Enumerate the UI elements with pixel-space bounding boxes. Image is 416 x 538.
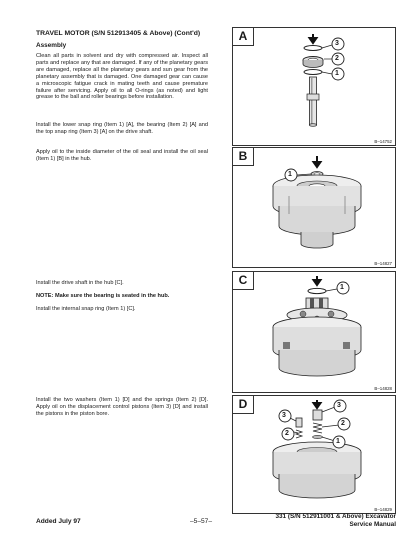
figure-c	[232, 271, 396, 393]
step-d-paragraph: Install the two washers (Item 1) [D] and the springs (Item 2) [D]. Apply oil on the displacement control pistons (Item 3) [D] and install the pistons in the piston bore.	[36, 397, 208, 417]
figure-d-callout-2-right: 2	[341, 420, 345, 427]
arrow-icon	[314, 400, 321, 408]
footer-manual: Service Manual	[349, 520, 396, 528]
figure-a-callout-3: 3	[335, 40, 339, 47]
figure-b	[232, 147, 396, 268]
step-c-note: NOTE: Make sure the bearing is seated in the hub.	[36, 293, 170, 299]
figure-d-callout-2-left: 2	[285, 430, 289, 437]
step-b-paragraph: Apply oil to the inside diameter of the oil seal and install the oil seal (Item 1) [B] in the hub.	[36, 149, 208, 162]
figure-d-code: B–14829	[374, 507, 392, 512]
step-a-paragraph: Install the lower snap ring (Item 1) [A], the bearing (Item 2) [A] and the top snap ring (Item 3) [A] on the drive shaft.	[36, 122, 208, 135]
figure-d-callout-1: 1	[336, 438, 340, 445]
figure-c-illustration	[233, 272, 395, 392]
footer-model: 331 (S/N 512911001 & Above) Excavator	[275, 513, 396, 520]
page-title: TRAVEL MOTOR (S/N 512913405 & Above) (Cont'd)	[36, 30, 201, 37]
figure-d-callout-3-left: 3	[282, 412, 286, 419]
figure-a	[232, 27, 396, 146]
figure-a-code: B–14752	[374, 139, 392, 144]
figure-d-callout-3-right: 3	[337, 402, 341, 409]
arrow-icon	[314, 276, 321, 285]
footer-date: Added July 97	[36, 518, 81, 525]
figure-b-code: B–14827	[374, 261, 392, 266]
figure-b-illustration	[233, 148, 395, 267]
figure-b-letter: B	[233, 148, 254, 166]
figure-a-illustration	[233, 28, 395, 145]
arrow-icon	[314, 156, 321, 167]
arrow-icon	[310, 34, 317, 43]
intro-paragraph: Clean all parts in solvent and dry with compressed air. Inspect all parts and replace any that are damaged. If any of the planetary gears are damaged, replace all the planetary gears and sun gear from the planetary assembly that is damaged. One damaged gear can cause a microscopic fatigue crack in mating teeth and cause premature failure after servicing. Apply oil to all O-rings (as noted) and light grease to the ball and roller bearings before installation.	[36, 53, 208, 101]
figure-a-callout-2: 2	[335, 55, 339, 62]
figure-c-code: B–14828	[374, 386, 392, 391]
figure-a-letter: A	[233, 28, 254, 46]
figure-d-letter: D	[233, 396, 254, 414]
figure-a-callout-1: 1	[335, 70, 339, 77]
step-c-paragraph: Install the drive shaft in the hub [C].	[36, 280, 124, 286]
footer-page-number: –5–57–	[190, 518, 213, 525]
figure-d	[232, 395, 396, 514]
figure-c-letter: C	[233, 272, 254, 290]
figure-d-illustration	[233, 396, 395, 513]
figure-b-callout-1: 1	[288, 171, 292, 178]
step-c-snapring-paragraph: Install the internal snap ring (Item 1) [C].	[36, 306, 136, 312]
footer-manual-title	[275, 513, 396, 528]
figure-c-callout-1: 1	[340, 284, 344, 291]
section-heading: Assembly	[36, 42, 67, 49]
